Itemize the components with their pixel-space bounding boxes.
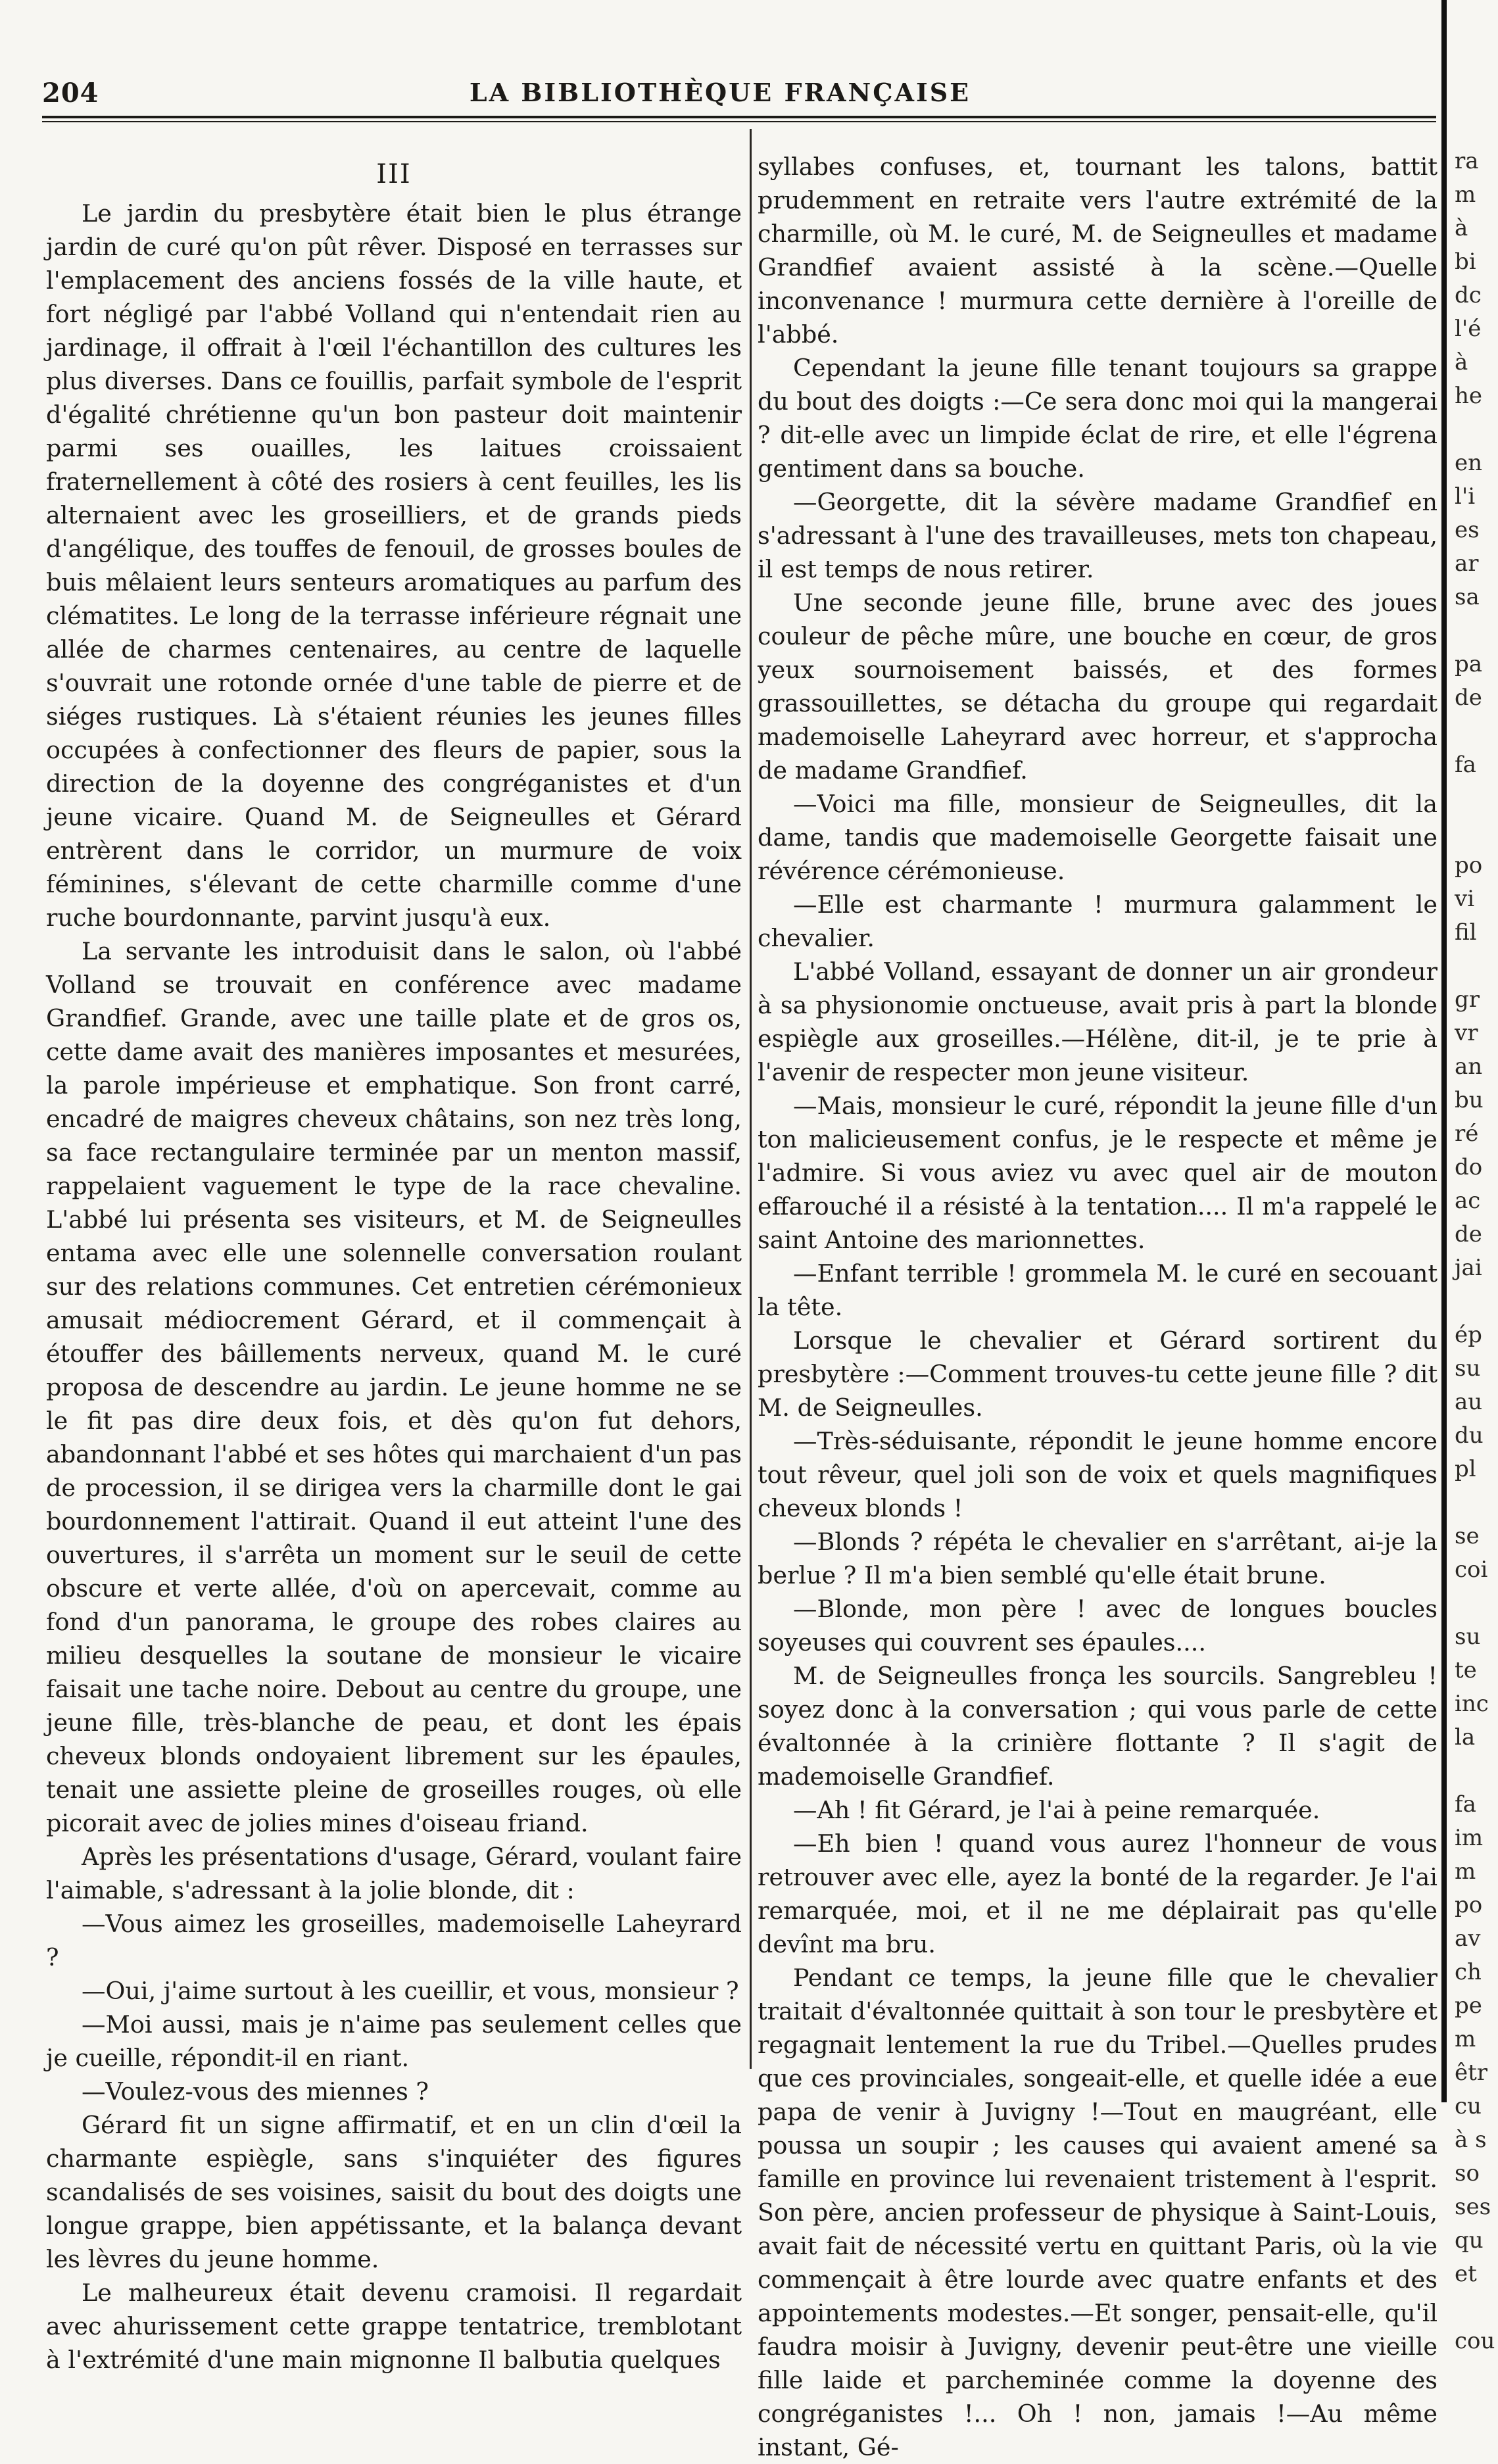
bleed-fragment: bu <box>1455 1087 1484 1113</box>
chapter-numeral: III <box>376 159 412 189</box>
bleed-fragment: cou <box>1455 2328 1495 2354</box>
page-gutter-edge <box>1441 0 1447 2102</box>
bleed-fragment: gr <box>1455 986 1480 1013</box>
page-number: 204 <box>42 78 99 109</box>
bleed-fragment: au <box>1455 1389 1483 1415</box>
bleed-fragment: à <box>1455 215 1468 241</box>
bleed-fragment: à s <box>1455 2127 1487 2153</box>
bleed-fragment <box>1455 2291 1498 2325</box>
paragraph: Le jardin du presbytère était bien le plus étrange jardin de curé qu'on pût rêver. Disposé en terrasses sur l'emplacement des anciens fossés de la ville haute, et fort négligé par l'abbé Volland qui n'entendait rien au jardinage, il offrait à l'œil l'échantillon des cultures les plus diverses. Dans ce fouillis, parfait symbole de l'esprit d'égalité chrétienne qu'un bon pasteur doit maintenir parmi ses ouailles, les laitues croissaient fraternellement à côté des rosiers à cent feuilles, les lis alternaient avec les groseilliers, et de grands pieds d'angélique, des touffes de fenouil, de grosses boules de buis mêlaient leurs senteurs aromatiques au parfum des clématites. Le long de la terrasse inférieure régnait une allée de charmes centenaires, au centre de laquelle s'ouvrait une rotonde ornée d'une table de pierre et de siéges rustiques. Là s'étaient réunies les jeunes filles occupées à confectionner des fleurs de papier, sous la direction de la doyenne des congréganistes et d'un jeune vicaire. Quand M. de Seigneulles et Gérard entrèrent dans le corridor, un murmure de voix féminines, s'élevant de cette charmille comme d'une ruche bourdonnante, parvint jusqu'à eux. <box>46 199 742 932</box>
bleed-fragment: ac <box>1455 1188 1481 1214</box>
header-rule <box>42 116 1436 118</box>
bleed-fragment: m <box>1455 181 1476 208</box>
bleed-fragment: fa <box>1455 752 1476 778</box>
bleed-fragment: te <box>1455 1657 1477 1683</box>
paragraph: Pendant ce temps, la jeune fille que le chevalier traitait d'évaltonnée quittait à son tour le presbytère et regagnait lentement la rue du Tribel.—Quelles prudes que ces provinciales, songeait-elle, et quelle idée a eue papa de venir à Juvigny !—Tout en maugréant, elle poussa un soupir ; les causes qui avaient amené sa famille en province lui revenaient tristement à l'esprit. Son père, ancien professeur de physique à Saint-Louis, avait fait de nécessité vertu en quittant Paris, où la vie commençait à être lourde avec quatre enfants et des appointements modestes.—Et songer, pensait-elle, qu'il faudra moisir à Juvigny, devenir peut-être une vieille fille laide et parcheminée comme la doyenne des congréganistes !... Oh ! non, jamais !—Au même instant, Gé- <box>758 1964 1438 2461</box>
bleed-fragment: et <box>1455 2261 1477 2287</box>
dialogue-line: —Très-séduisante, répondit le jeune homme encore tout rêveur, quel joli son de voix et quels magnifiques cheveux blonds ! <box>758 1427 1438 1522</box>
dialogue-line: —Voulez-vous des miennes ? <box>82 2077 429 2106</box>
paragraph: Une seconde jeune fille, brune avec des joues couleur de pêche mûre, une bouche en cœur, de gros yeux sournoisement baissés, et des formes grassouillettes, se détacha du groupe qui regardait mademoiselle Laheyrard avec horreur, et s'approcha de madame Grandfief. <box>758 589 1438 785</box>
bleed-fragment: ré <box>1455 1121 1479 1147</box>
running-title: LA BIBLIOTHÈQUE FRANÇAISE <box>469 78 971 107</box>
bleed-fragment: po <box>1455 1892 1483 1918</box>
paragraph: La servante les introduisit dans le salon, où l'abbé Volland se trouvait en conférence avec madame Grandfief. Grande, avec une taille plate et de gros os, cette dame avait des manières imposantes et mesurées, la parole impérieuse et emphatique. Son front carré, encadré de maigres cheveux châtains, son nez très long, sa face rectangulaire terminée par un menton massif, rappelaient vaguement le type de la race chevaline. L'abbé lui présenta ses visiteurs, et M. de Seigneulles entama avec elle une solennelle conversation roulant sur des relations communes. Cet entretien cérémonieux amusait médiocrement Gérard, et il commençait à étouffer des bâillements nerveux, quand M. le curé proposa de descendre au jardin. Le jeune homme ne se le fit pas dire deux fois, et dès qu'on fut dehors, abandonnant l'abbé et ses hôtes qui marchaient d'un pas de procession, il se dirigea vers la charmille dont le gai bourdonnement l'attirait. Quand il eut atteint l'une des ouvertures, il s'arrêta un moment sur le seuil de cette obscure et verte allée, d'où on apercevait, comme au fond d'un panorama, le groupe des robes claires au milieu desquelles la soutane de monsieur le vicaire faisait une tache noire. Debout au centre du groupe, une jeune fille, très-blanche de peau, et dont les épais cheveux blonds ondoyaient librement sur les épaules, tenait une assiette pleine de groseilles rouges, où elle picorait avec de jolies mines d'oiseau friand. <box>46 937 742 1837</box>
bleed-fragment: ép <box>1455 1322 1482 1348</box>
dialogue-line: —Oui, j'aime surtout à les cueillir, et vous, monsieur ? <box>82 1977 739 2005</box>
bleed-fragment: he <box>1455 383 1483 409</box>
bleed-fragment: fa <box>1455 1791 1476 1818</box>
left-column <box>46 151 742 2377</box>
bleed-fragment <box>1455 782 1498 815</box>
dialogue-line: —Elle est charmante ! murmura galamment le chevalier. <box>758 890 1438 952</box>
bleed-fragment: ra <box>1455 148 1479 174</box>
bleed-fragment: su <box>1455 1624 1481 1650</box>
bleed-fragment: de <box>1455 1221 1482 1247</box>
bleed-fragment <box>1455 1285 1498 1318</box>
bleed-fragment: es <box>1455 517 1480 543</box>
dialogue-line: —Moi aussi, mais je n'aime pas seulement celles que je cueille, répondit-il en riant. <box>46 2010 742 2072</box>
bleed-fragment: pe <box>1455 1993 1482 2019</box>
bleed-fragment: l'i <box>1455 483 1476 510</box>
bleed-fragment: coi <box>1455 1557 1488 1583</box>
dialogue-line: —Blonds ? répéta le chevalier en s'arrêtant, ai-je la berlue ? Il m'a bien semblé qu'elle était brune. <box>758 1528 1438 1589</box>
bleed-fragment: vr <box>1455 1020 1478 1046</box>
dialogue-line: —Ah ! fit Gérard, je l'ai à peine remarquée. <box>793 1796 1320 1824</box>
dialogue-line: —Georgette, dit la sévère madame Grandfief en s'adressant à l'une des travailleuses, mets ton chapeau, il est temps de nous retirer. <box>758 488 1438 583</box>
bleed-fragment: im <box>1455 1825 1484 1851</box>
bleed-fragment <box>1455 413 1498 447</box>
paragraph: L'abbé Volland, essayant de donner un air grondeur à sa physionomie onctueuse, avait pris à part la blonde espiègle aux groseilles.—Hélène, dit-il, je te prie à l'avenir de respecter mon jeune visiteur. <box>758 957 1438 1086</box>
dialogue-line: —Mais, monsieur le curé, répondit la jeune fille d'un ton malicieusement confus, je le respecte et même je l'admire. Si vous aviez vu avec quel air de mouton effarouché il a résisté à la tentation.... Il m'a rappelé le saint Antoine des marionnettes. <box>758 1092 1438 1254</box>
bleed-fragment: an <box>1455 1053 1483 1080</box>
bleed-fragment: ar <box>1455 550 1479 577</box>
bleed-fragment <box>1455 1587 1498 1620</box>
paragraph-continued: syllabes confuses, et, tournant les talons, battit prudemment en retraite vers l'autre extrémité de la charmille, où M. le curé, M. de Seigneulles et madame Grandfief avaient assisté à la scène.—Quelle inconvenance ! murmura cette dernière à l'oreille de l'abbé. <box>758 153 1438 349</box>
dialogue-line: —Vous aimez les groseilles, mademoiselle Laheyrard ? <box>46 1910 742 1971</box>
dialogue-line: —Enfant terrible ! grommela M. le curé en secouant la tête. <box>758 1259 1438 1321</box>
bleed-fragment: se <box>1455 1523 1480 1549</box>
bleed-fragment: de <box>1455 685 1482 711</box>
bleed-fragment: po <box>1455 852 1483 879</box>
bleed-fragment: pa <box>1455 651 1483 677</box>
bleed-fragment: do <box>1455 1154 1483 1180</box>
paragraph: Après les présentations d'usage, Gérard, voulant faire l'aimable, s'adressant à la jolie blonde, dit : <box>46 1843 742 1904</box>
bleed-fragment: sa <box>1455 584 1480 610</box>
bleed-fragment: en <box>1455 450 1483 476</box>
bleed-fragment: êtr <box>1455 2060 1488 2086</box>
bleed-fragment: fil <box>1455 919 1477 946</box>
bleed-fragment: av <box>1455 1925 1481 1952</box>
bleed-fragment: ch <box>1455 1959 1482 1985</box>
bleed-fragment: m <box>1455 2026 1476 2052</box>
bleed-fragment: qu <box>1455 2227 1484 2254</box>
bleed-fragment: m <box>1455 1858 1476 1885</box>
dialogue-line: —Blonde, mon père ! avec de longues boucles soyeuses qui couvrent ses épaules.... <box>758 1595 1438 1656</box>
bleed-fragment: su <box>1455 1355 1481 1382</box>
dialogue-line: —Eh bien ! quand vous aurez l'honneur de vous retrouver avec elle, ayez la bonté de la regarder. Je l'ai remarquée, moi, et il ne me déplairait pas qu'elle devînt ma bru. <box>758 1829 1438 1958</box>
next-page-bleed <box>1455 145 1498 2354</box>
column-divider <box>750 129 752 2069</box>
bleed-fragment: à <box>1455 349 1468 375</box>
bleed-fragment <box>1455 815 1498 849</box>
header-rule-thin <box>42 121 1436 122</box>
bleed-fragment: ses <box>1455 2194 1491 2220</box>
bleed-fragment: pl <box>1455 1456 1476 1482</box>
bleed-fragment: la <box>1455 1724 1476 1751</box>
paragraph: Cependant la jeune fille tenant toujours sa grappe du bout des doigts :—Ce sera donc moi qui la mangerai ? dit-elle avec un limpide éclat de rire, et elle l'égrena gentiment dans sa bouche. <box>758 354 1438 483</box>
paragraph: Le malheureux était devenu cramoisi. Il regardait avec ahurissement cette grappe tentatrice, tremblotant à l'extrémité d'une main mignonne Il balbutia quelques <box>46 2279 742 2374</box>
paragraph: Gérard fit un signe affirmatif, et en un clin d'œil la charmante espiègle, sans s'inquiéter des figures scandalisés de ses voisines, saisit du bout des doigts une longue grappe, bien appétissante, et la balança devant les lèvres du jeune homme. <box>46 2111 742 2273</box>
dialogue-line: —Voici ma fille, monsieur de Seigneulles, dit la dame, tandis que mademoiselle Georgette faisait une révérence cérémonieuse. <box>758 790 1438 885</box>
bleed-fragment: dc <box>1455 282 1482 308</box>
bleed-fragment <box>1455 715 1498 748</box>
right-column <box>758 150 1438 2464</box>
bleed-fragment: l'é <box>1455 316 1482 342</box>
bleed-fragment <box>1455 950 1498 983</box>
bleed-fragment <box>1455 1754 1498 1788</box>
bleed-fragment: bi <box>1455 249 1476 275</box>
bleed-fragment: vi <box>1455 886 1475 912</box>
bleed-fragment: du <box>1455 1422 1484 1449</box>
bleed-fragment: jai <box>1455 1255 1482 1281</box>
bleed-fragment: cu <box>1455 2093 1482 2119</box>
bleed-fragment <box>1455 614 1498 648</box>
bleed-fragment: inc <box>1455 1691 1489 1717</box>
paragraph: Lorsque le chevalier et Gérard sortirent du presbytère :—Comment trouves-tu cette jeune fille ? dit M. de Seigneulles. <box>758 1326 1438 1422</box>
bleed-fragment: so <box>1455 2160 1480 2186</box>
paragraph: M. de Seigneulles fronça les sourcils. Sangrebleu ! soyez donc à la conversation ; qui vous parle de cette évaltonnée à la crinière flottante ? Il s'agit de mademoiselle Grandfief. <box>758 1662 1438 1791</box>
bleed-fragment <box>1455 1486 1498 1520</box>
